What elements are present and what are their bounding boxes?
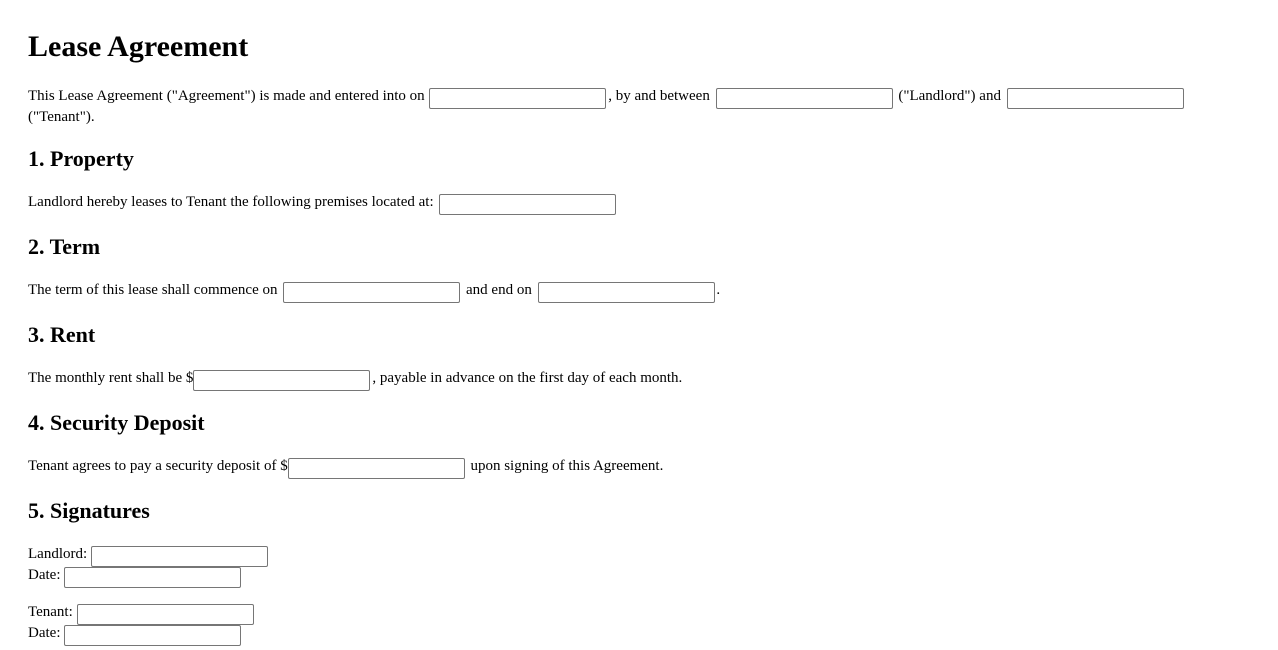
- intro-text-3: ("Landlord") and: [898, 88, 1001, 104]
- rent-text-1: The monthly rent shall be $: [28, 370, 194, 386]
- intro-text-1: This Lease Agreement ("Agreement") is made and entered into on: [28, 88, 425, 104]
- tenant-date-label: Date:: [28, 625, 61, 641]
- intro-paragraph: [28, 86, 1186, 128]
- section-heading-term: 2. Term: [28, 234, 101, 259]
- section-heading-rent: 3. Rent: [28, 322, 96, 347]
- landlord-signature-label: Landlord:: [28, 546, 88, 562]
- tenant-name-input[interactable]: [1007, 88, 1184, 109]
- rent-text-2: , payable in advance on the first day of each month.: [372, 370, 683, 386]
- deposit-text-2: upon signing of this Agreement.: [470, 458, 664, 474]
- landlord-signature-block: [28, 544, 270, 586]
- term-end-date-input[interactable]: [538, 282, 715, 303]
- term-text-1: The term of this lease shall commence on: [28, 282, 278, 298]
- property-address-input[interactable]: [439, 194, 616, 215]
- agreement-date-input[interactable]: [429, 88, 606, 109]
- monthly-rent-input[interactable]: [193, 370, 370, 391]
- landlord-name-input[interactable]: [716, 88, 893, 109]
- tenant-date-input[interactable]: [64, 625, 241, 646]
- landlord-date-label: Date:: [28, 567, 61, 583]
- section-heading-signatures: 5. Signatures: [28, 498, 150, 523]
- term-start-date-input[interactable]: [283, 282, 460, 303]
- security-deposit-input[interactable]: [288, 458, 465, 479]
- page-title: Lease Agreement: [28, 30, 249, 63]
- intro-text-2: , by and between: [608, 88, 710, 104]
- tenant-signature-input[interactable]: [77, 604, 254, 625]
- property-paragraph: [28, 192, 618, 213]
- property-text: Landlord hereby leases to Tenant the following premises located at:: [28, 194, 434, 210]
- tenant-signature-label: Tenant:: [28, 604, 73, 620]
- intro-text-4: ("Tenant").: [28, 109, 95, 125]
- landlord-date-input[interactable]: [64, 567, 241, 588]
- term-paragraph: [28, 280, 720, 301]
- section-heading-security-deposit: 4. Security Deposit: [28, 410, 205, 435]
- rent-paragraph: [28, 368, 682, 389]
- term-text-2: and end on: [466, 282, 532, 298]
- tenant-signature-block: [28, 602, 256, 644]
- landlord-signature-input[interactable]: [91, 546, 268, 567]
- deposit-text-1: Tenant agrees to pay a security deposit of $: [28, 458, 288, 474]
- term-text-3: .: [716, 282, 721, 298]
- section-heading-property: 1. Property: [28, 146, 134, 171]
- deposit-paragraph: [28, 456, 663, 477]
